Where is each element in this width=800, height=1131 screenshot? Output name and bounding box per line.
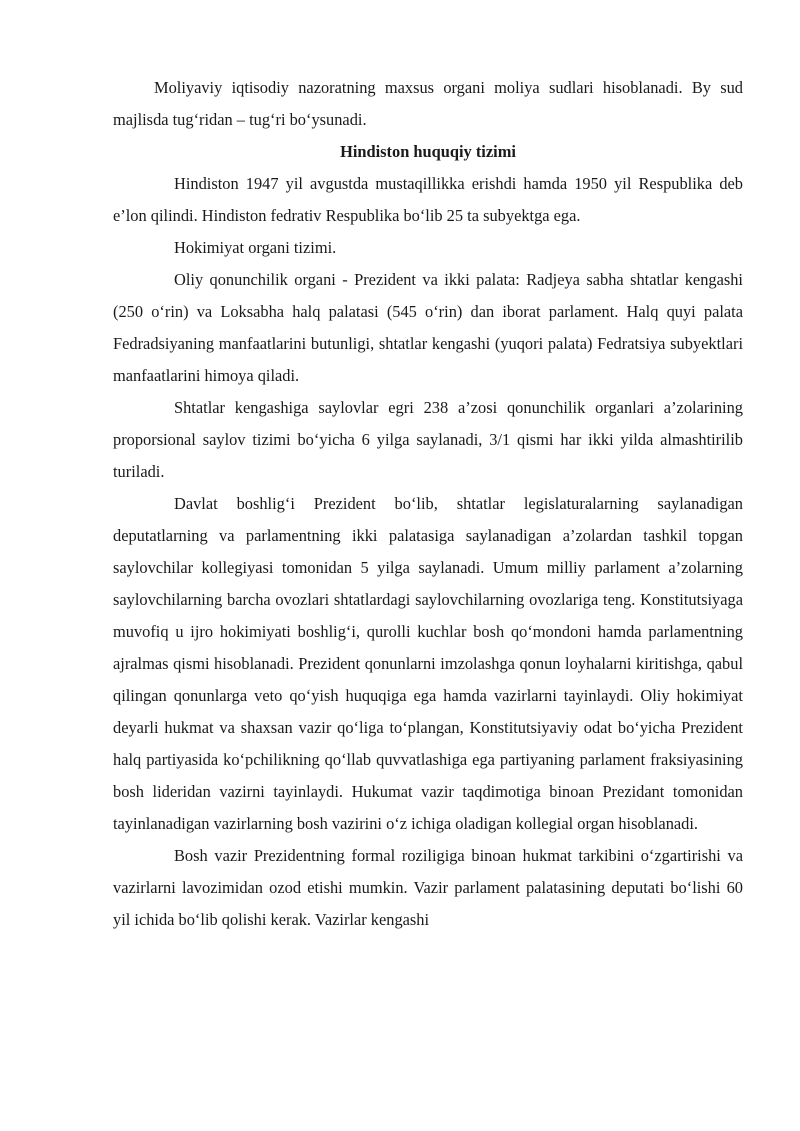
document-page	[113, 72, 743, 936]
paragraph-prime-minister: Bosh vazir Prezidentning formal roziligiga binoan hukmat tarkibini o‘zgartirishi va vazirlarni lavozimidan ozod etishi mumkin. Vazir parlament palatasining deputati bo‘lishi 60 yil ichida bo‘lib qolishi kerak. Vazirlar kengashi	[113, 846, 743, 929]
paragraph-president: Davlat boshlig‘i Prezident bo‘lib, shtatlar legislaturalarning saylanadigan deputatlarning va parlamentning ikki palatasiga saylanadigan a’zolardan tashkil topgan saylovchilar kollegiyasi tomonidan 5 yilga saylanadi. Umum milliy parlament a’zolarning saylovchilarning barcha ovozlari shtatlardagi saylovchilarning ovozlariga teng. Konstitutsiyaga muvofiq u ijro hokimiyati boshlig‘i, qurolli kuchlar bosh qo‘mondoni hamda parlamentning ajralmas qismi hisoblanadi. Prezident qonunlarni imzolashga qonun loyhalarni kiritishga, qabul qilingan qonunlarga veto qo‘yish huquqiga ega hamda vazirlarni tayinlaydi. Oliy hokimiyat deyarli hukmat va shaxsan vazir qo‘liga to‘plangan, Konstitutsiyaviy odat bo‘yicha Prezident halq partiyasida ko‘pchilikning qo‘llab quvvatlashiga ega partiyaning parlament fraksiyasining bosh lideridan vazirni tayinlaydi. Hukumat vazir taqdimotiga binoan Prezidant tomonidan tayinlanadigan vazirlarning bosh vazirini o‘z ichiga oladigan kollegial organ hisoblanadi.	[113, 494, 743, 833]
paragraph-independence: Hindiston 1947 yil avgustda mustaqillikka erishdi hamda 1950 yil Respublika deb e’lon qilindi. Hindiston fedrativ Respublika bo‘lib 25 ta subyektga ega.	[113, 174, 743, 225]
section-heading: Hindiston huquqiy tizimi	[340, 142, 516, 161]
paragraph-council-elections: Shtatlar kengashiga saylovlar egri 238 a’zosi qonunchilik organlari a’zolarining proporsional saylov tizimi bo‘yicha 6 yilga saylanadi, 3/1 qismi har ikki yilda almashtirilib turiladi.	[113, 398, 743, 481]
intro-paragraph: Moliyaviy iqtisodiy nazoratning maxsus organi moliya sudlari hisoblanadi. By sud majlisda tug‘ridan – tug‘ri bo‘ysunadi.	[113, 78, 743, 129]
paragraph-authority-system: Hokimiyat organi tizimi.	[174, 238, 337, 257]
paragraph-legislature: Oliy qonunchilik organi - Prezident va ikki palata: Radjeya sabha shtatlar kengashi (250 o‘rin) va Loksabha halq palatasi (545 o‘rin) dan iborat parlament. Halq quyi palata Fedradsiyaning manfaatlarini butunligi, shtatlar kengashi (yuqori palata) Fedratsiya subyektlari manfaatlarini himoya qiladi.	[113, 270, 743, 385]
